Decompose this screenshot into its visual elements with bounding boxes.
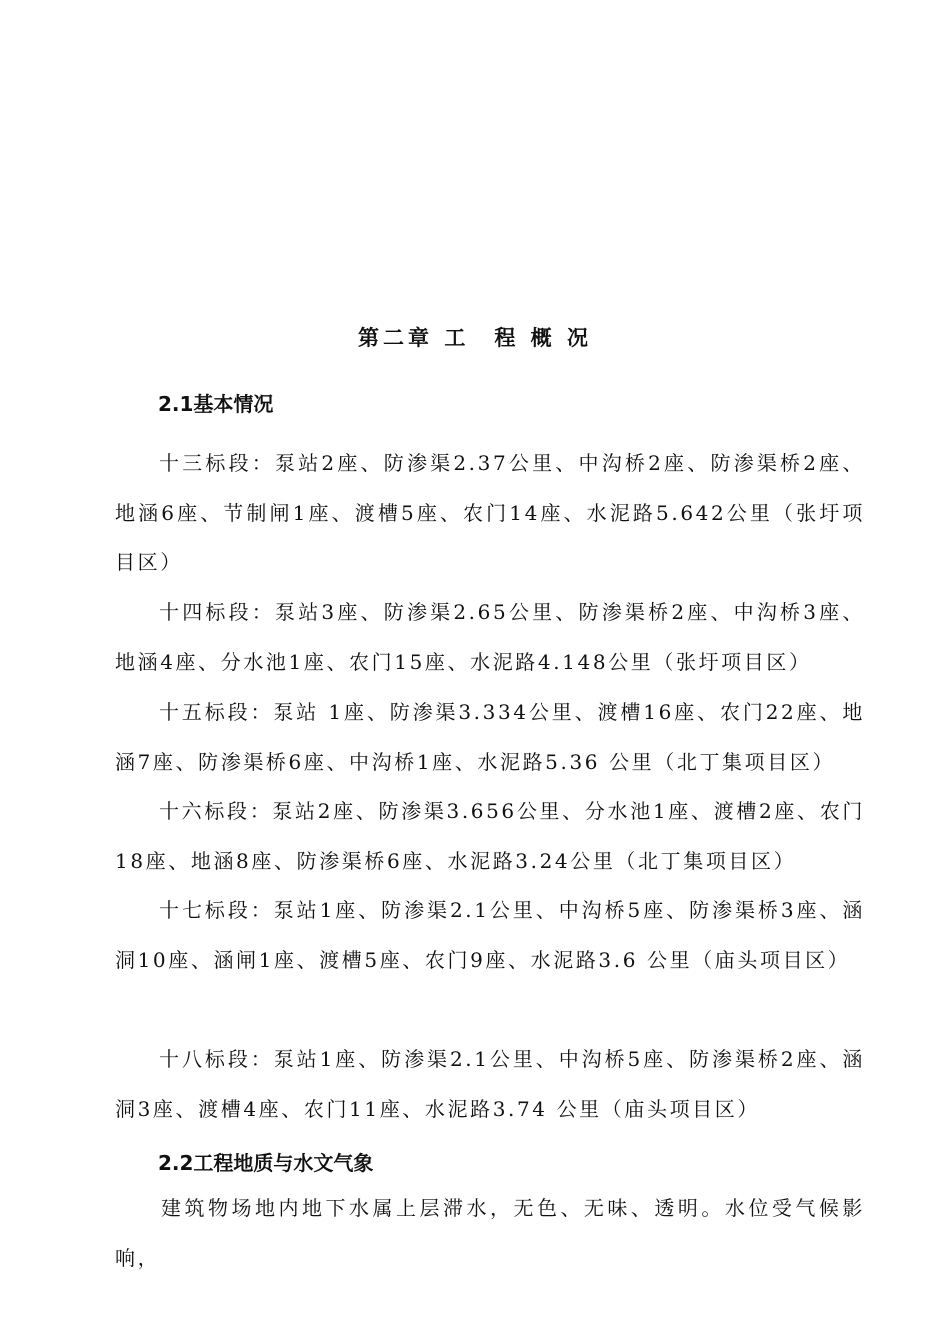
paragraph-section-17: 十七标段：泵站1座、防渗渠2.1公里、中沟桥5座、防渗渠桥3座、涵洞10座、涵闸1座、渡槽5座、农门9座、水泥路3.6 公里（庙头项目区） (115, 898, 865, 972)
paragraph-section-13: 十三标段：泵站2座、防渗渠2.37公里、中沟桥2座、防渗渠桥2座、地涵6座、节制闸1座、渡槽5座、农门14座、水泥路5.642公里（张圩项目区） (115, 451, 865, 575)
paragraph-section-16: 十六标段：泵站2座、防渗渠3.656公里、分水池1座、渡槽2座、农门18座、地涵8座、防渗渠桥6座、水泥路3.24公里（北丁集项目区） (115, 799, 865, 873)
paragraph-geology: 建筑物场地内地下水属上层滞水，无色、无味、透明。水位受气候影响， (115, 1196, 865, 1270)
section-heading-2-1: 2.1基本情况 (158, 392, 274, 416)
paragraph-section-14: 十四标段：泵站3座、防渗渠2.65公里、防渗渠桥2座、中沟桥3座、地涵4座、分水池1座、农门15座、水泥路4.148公里（张圩项目区） (115, 600, 865, 674)
paragraph-section-15: 十五标段：泵站 1座、防渗渠3.334公里、渡槽16座、农门22座、地涵7座、防渗渠桥6座、中沟桥1座、水泥路5.36 公里（北丁集项目区） (115, 700, 865, 774)
paragraph-section-18: 十八标段：泵站1座、防渗渠2.1公里、中沟桥5座、防渗渠桥2座、涵洞3座、渡槽4座、农门11座、水泥路3.74 公里（庙头项目区） (115, 1047, 865, 1121)
chapter-title: 第二章 工 程 概 况 (358, 326, 592, 350)
section-heading-2-2: 2.2工程地质与水文气象 (158, 1151, 374, 1175)
